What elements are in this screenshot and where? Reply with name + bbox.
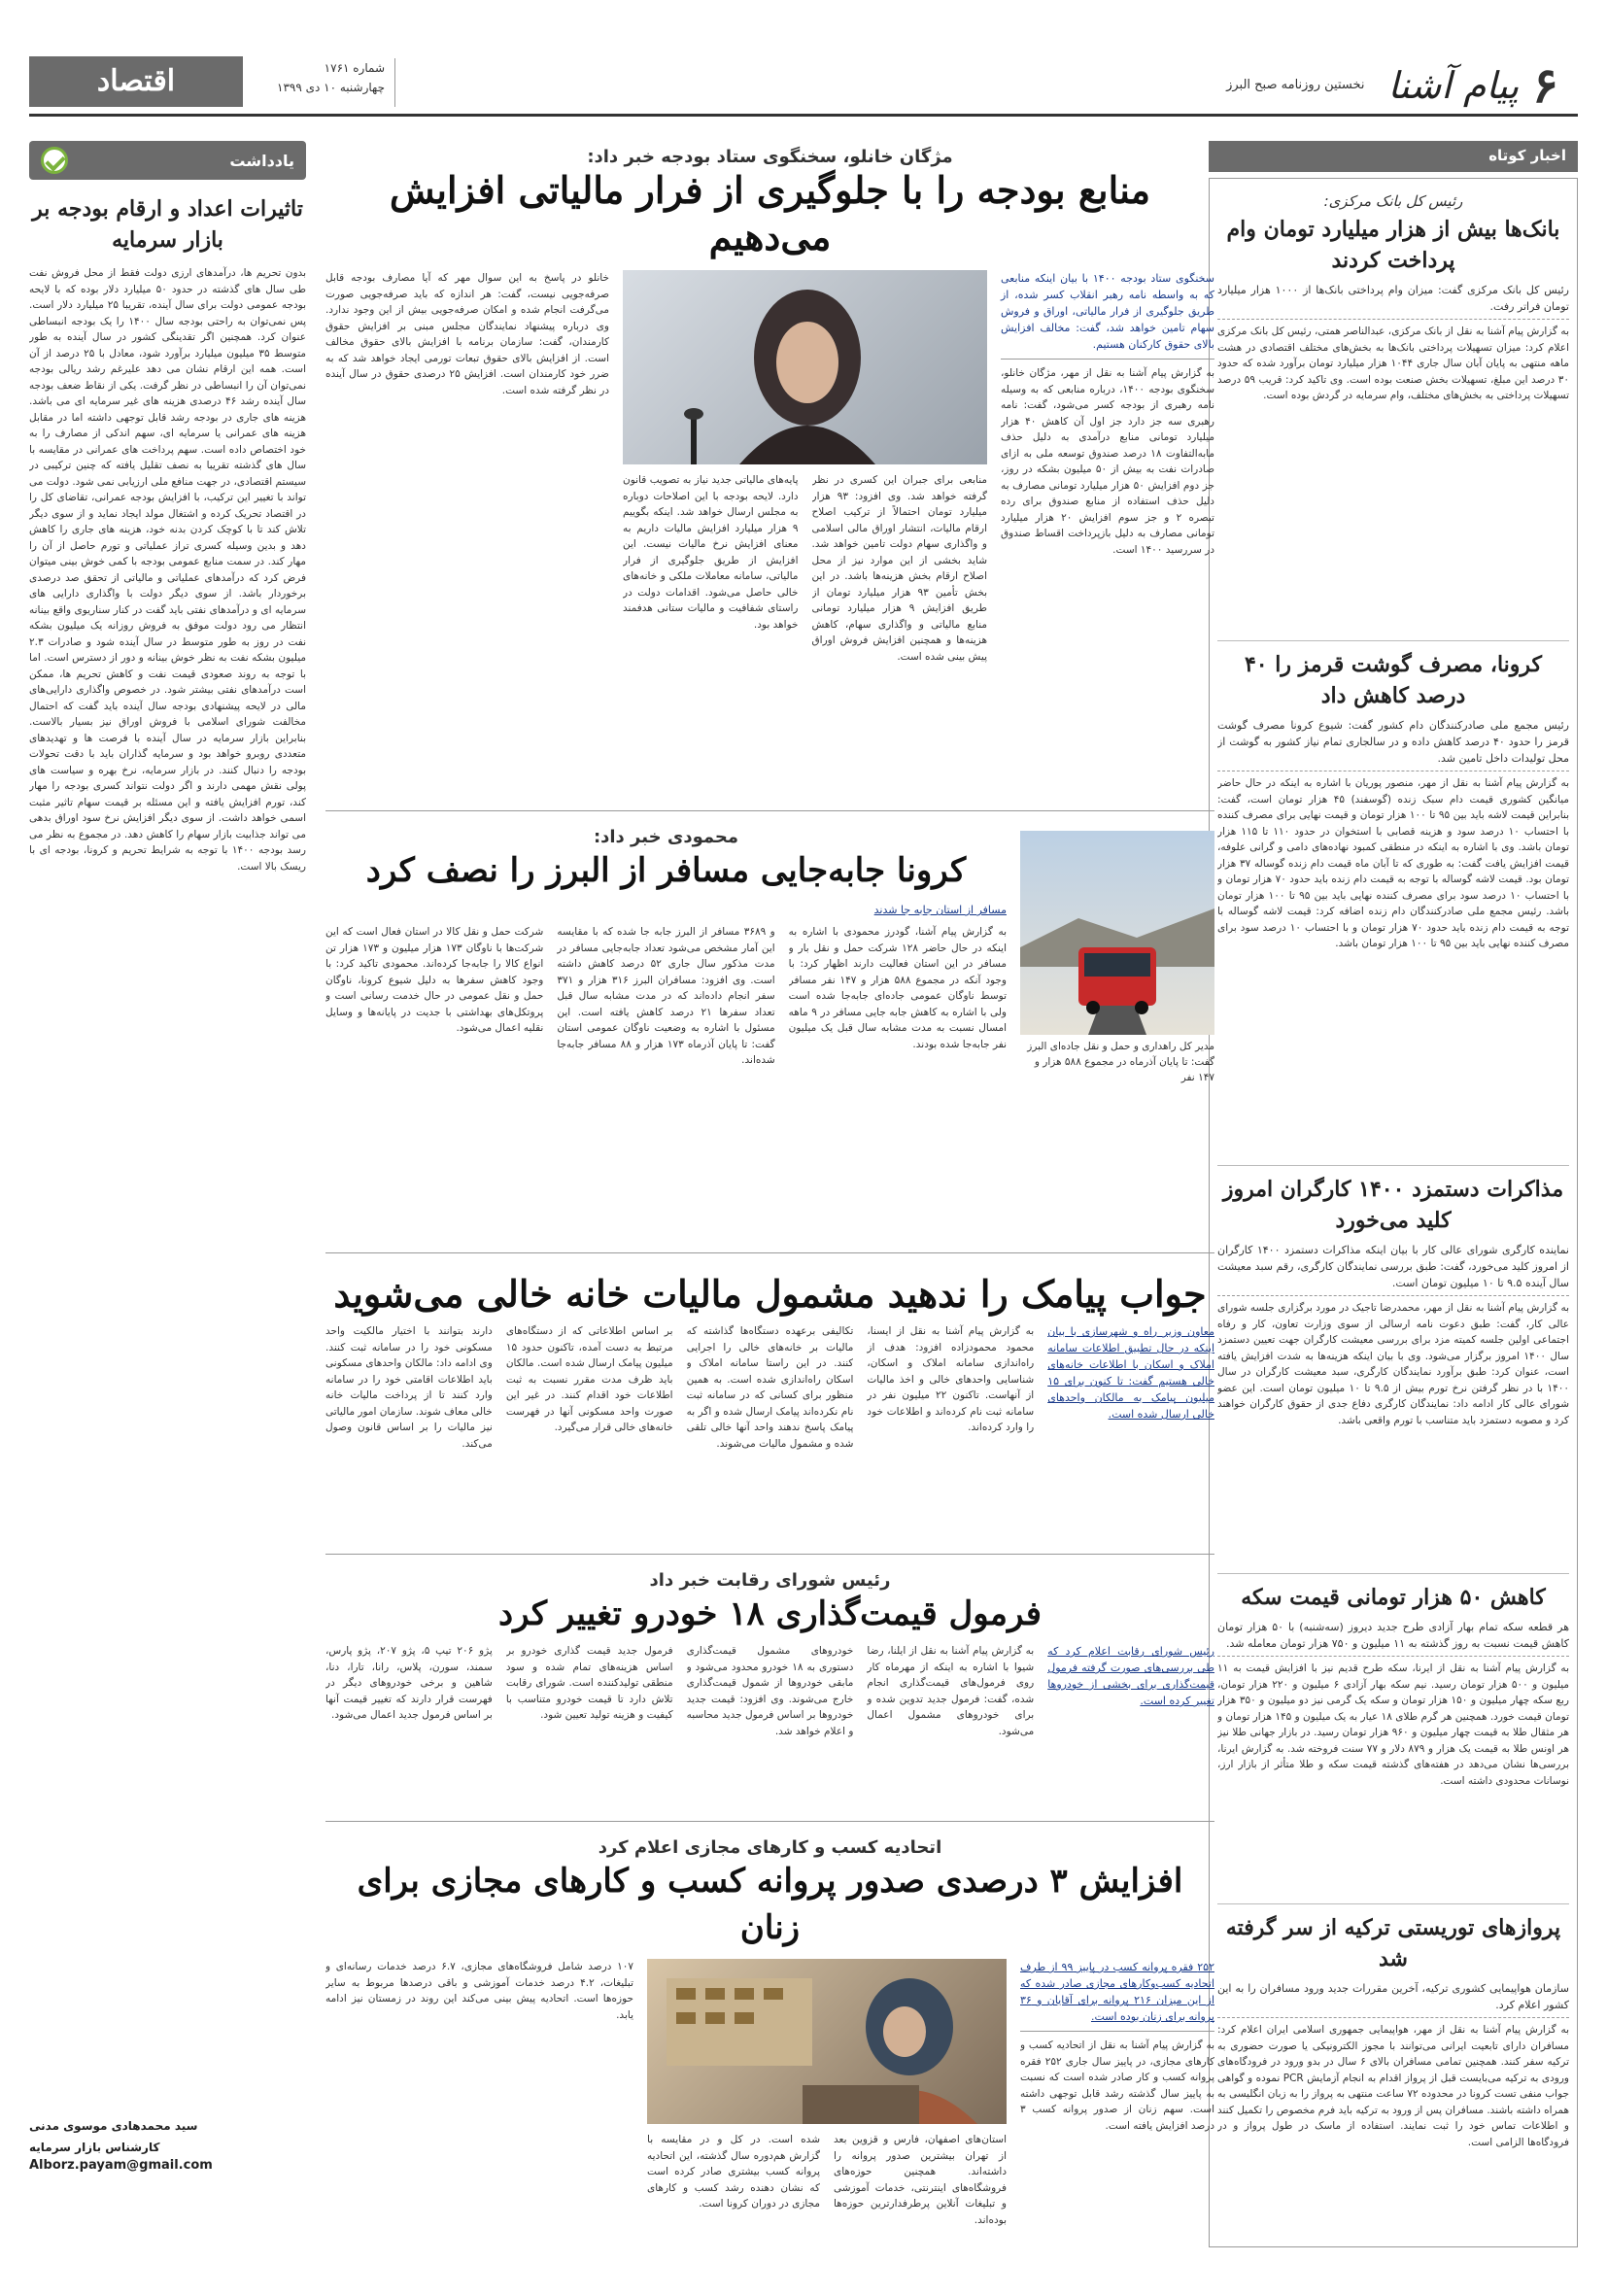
article-text: خانلو در پاسخ به این سوال مهر که آیا مصارف بودجه قابل صرفه‌جویی نیست، گفت: هر اندازه که باید صرفه‌جویی صورت می‌گرفت انجام شده و امکان صرفه‌جویی بیش از این وجود ندارد. وی درباره پیشنهاد نمایندگان مجلس مبنی بر افزایش حقوق کارمندان، گفت: سازمان برنامه با افزایش بالای حقوق مخالف است. از افزایش بالای حقوق تبعات تورمی ایجاد خواهد شد که به ضرر خود کارمندان است. افزایش ۲۵ درصدی حقوق در سال آینده در نظر گرفته شده است. xyxy=(325,272,609,396)
news-brief-box xyxy=(1209,178,1578,2247)
opinion-title: تاثیرات اعداد و ارقام بودجه بر بازار سرمایه xyxy=(32,196,303,253)
article-lead-column xyxy=(1020,1959,1214,2254)
article-text: به گزارش پیام آشنا به نقل از ایلنا، رضا شیوا با اشاره به اینکه از مهرماه کار روی فرمول‌های قیمت‌گذاری انجام شده، گفت: فرمول جدید تدوین شده و برای خودروهای مشمول اعمال می‌شود. xyxy=(867,1645,1035,1737)
article-corona-travel xyxy=(325,821,1214,1253)
brief-title: بانک‌ها بیش از هزار میلیارد تومان وام پرداخت کردند xyxy=(1226,217,1560,273)
brief-title: کاهش ۵۰ هزار تومانی قیمت سکه xyxy=(1241,1585,1546,1610)
issue-number: شماره ۱۷۶۱ xyxy=(324,61,385,75)
brief-title: پروازهای توریستی ترکیه از سر گرفته شد xyxy=(1225,1915,1561,1971)
newspaper-logo: پیام آشنا xyxy=(1387,63,1520,107)
article-car-pricing xyxy=(325,1564,1214,1822)
brief-lead: نماینده کارگری شورای عالی کار با بیان اینکه مذاکرات دستمزد ۱۴۰۰ کارگران از امروز کلید می‌خورد، گفت: طبق بررسی نمایندگان کارگری، رقم سبد معیشت سال آینده ۹.۵ تا ۱۰ میلیون تومان است. xyxy=(1217,1242,1569,1296)
article-lead: مسافر از استان جابه جا شدند xyxy=(873,904,1007,916)
brief-lead: هر قطعه سکه تمام بهار آزادی طرح جدید دیروز (سه‌شنبه) با ۵۰ هزار تومان کاهش قیمت نسبت به روز گذشته به ۱۱ میلیون و ۷۵۰ هزار تومان معامله شد. xyxy=(1217,1619,1569,1657)
article-kicker: اتحادیه کسب و کارهای مجازی اعلام کرد xyxy=(598,1837,942,1858)
article-text: منابعی برای جبران این کسری در نظر گرفته خواهد شد. وی افزود: ۹۳ هزار میلیارد تومان احتمالاً از ترکیب اصلاح ارقام مالیات، انتشار اوراق مالی اسلامی و واگذاری سهام دولت تامین خواهد شد. شاید بخشی از این موارد نیز از محل اصلاح ارقام بخش هزینه‌ها باشد. در این بخش تأمین ۹۳ هزار میلیارد تومان از طریق افزایش ۹ هزار میلیارد تومانی منابع مالیاتی و واگذاری سهام، کاهش هزینه‌ها و همچنین افزایش فروش اوراق پیش بینی شده است. xyxy=(811,474,987,663)
article-text: دارند بتوانند با اختیار مالکیت واحد مسکونی خود را در سامانه ثبت کنند. وی ادامه داد: مالکان واحدهای مسکونی باید اطلاعات اقامتی خود را در سامانه وارد کنند تا از پرداخت مالیات خانه خالی معاف شوند. سازمان امور مالیاتی نیز مالیات را بر اساس قانون وصول می‌کند. xyxy=(325,1325,493,1450)
article-text: شده است. در کل و در مقایسه با گزارش هم‌دوره سال گذشته، این اتحادیه پروانه کسب بیشتری صادر کرده است که نشان دهنده رشد کسب و کارهای مجازی در دوران کرونا است. xyxy=(647,2134,820,2210)
article-headline: جواب پیامک را ندهید مشمول مالیات خانه خالی می‌شوید xyxy=(333,1272,1207,1316)
article-headline: فرمول قیمت‌گذاری ۱۸ خودرو تغییر کرد xyxy=(497,1594,1043,1633)
opinion-bar-label: یادداشت xyxy=(229,151,294,170)
article-text: به گزارش پیام آشنا به نقل از مهر، مژگان خانلو، سخنگوی بودجه ۱۴۰۰، درباره منابعی که به وسیله نامه رهبری از بودجه کسر می‌شود، گفت: نامه رهبری سه جز دارد جز اول آن کاهش ۴۰ هزار میلیارد تومانی منابع درآمدی به دلیل حذف مابه‌التفاوت ۱۸ درصد صندوق توسعه ملی به ازای صادرات نفت به بیش از ۵۰ میلیون بشکه در روز، جز دوم افزایش ۵۰ هزار میلیارد تومانی مصارف به دلیل حذف استفاده از منابع صندوق برای رده تبصره ۲ و جز سوم افزایش ۲۰ هزار میلیارد تومانی مصارف به دلیل بازپرداخت اقساط صندوق در سررسید ۱۴۰۰ است. xyxy=(1001,367,1214,556)
brief-body: به گزارش پیام آشنا به نقل از مهر، منصور پوریان با اشاره به اینکه در حال حاضر میانگین کشوری قیمت دام سبک زنده (گوسفند) ۴۵ هزار تومان است، گفت: بنابراین قیمت لاشه باید بین ۹۵ تا ۱۰۰ هزار تومان و قیمت نهایی برای مصرف کننده با احتساب ۱۰ درصد سود و هزینه قصابی با استخوان در حدود ۱۱۰ تا ۱۱۵ هزار تومان باشد. وی با اشاره به اینکه در منطقی کمبود نهاده‌های دامی و گرانی علوفه، قیمت افزایش یافت گفت: به طوری که تا آبان ماه قیمت دام زنده گوساله ۳۷ هزار تومان بود. قیمت لاشه گوساله با توجه به قیمت دام زنده باید حدود ۷۰ هزار تومان و با احتساب ۱۰ درصد سود برای مصرف کننده نهایی باید بین ۹۵ تا ۱۰۰ هزار تومان باشد. رئیس مجمع ملی صادرکنندگان دام زنده اضافه کرد: قیمت لاشه گوساله با توجه به قیمت دام زنده باید حدود ۷۰ هزار تومان و با احتساب ۱۰ درصد سود برای مصرف کننده نهایی باید بین ۹۵ تا ۱۰۰ هزار تومان باشد. xyxy=(1217,777,1569,949)
brief-body: به گزارش پیام آشنا به نقل از مهر، محمدرضا تاجیک در مورد برگزاری جلسه شورای عالی کار، گفت: طبق دعوت نامه ارسالی از سوی وزارت تعاون، کار و رفاه اجتماعی اولین جلسه کمیته مزد برای بررسی معیشت کارگران جهت تعیین دستمزد سال ۱۴۰۰ امروز برگزار می‌شود. وی با بیان اینکه هزینه‌ها به شدت افزایش یافته است، عنوان کرد: طبق برآورد نمایندگان کارگری، سبد معیشت کارگران در سال ۱۴۰۰ با در نظر گرفتن نرخ تورم بیش از ۹.۵ تا ۱۰ میلیون تومان است. این عضو شورای عالی کار ادامه داد: نمایندگان کارگری دفاع جدی از حقوق کارگران خواهند کرد و مصوبه دستمزد باید متناسب با تورم واقعی باشد. xyxy=(1217,1302,1569,1426)
bus-photo-icon xyxy=(1020,831,1214,1035)
brief-lead: رئیس کل بانک مرکزی گفت: میزان وام پرداختی بانک‌ها از ۱۰۰۰ هزار میلیارد تومان فراتر رفت. xyxy=(1217,282,1569,320)
brief-title: کرونا، مصرف گوشت قرمز را ۴۰ درصد کاهش داد xyxy=(1244,652,1543,708)
article-lead: رئیس شورای رقابت اعلام کرد که طی بررسی‌های صورت گرفته فرمول قیمت‌گذاری برای بخشی از خودروها تغییر کرده است. xyxy=(1047,1645,1214,1707)
brief-lead: سازمان هواپیمایی کشوری ترکیه، آخرین مقررات جدید ورود مسافران را به این کشور اعلام کرد. xyxy=(1217,1980,1569,2018)
article-photo-block xyxy=(647,1959,1007,2254)
brief-body: به گزارش پیام آشنا به نقل از ایرنا، سکه طرح قدیم نیز با افزایش قیمت به ۱۱ میلیون و ۵۰۰ هزار تومان رسید. نیم سکه بهار آزادی ۶ میلیون و ۲۲۰ هزار تومان، ربع سکه چهار میلیون و ۱۵۰ هزار تومان و سکه یک گرمی نیز دو میلیون و ۳۵۰ هزار تومان قیمت خورد. همچنین هر گرم طلای ۱۸ عیار به یک میلیون و ۱۴۵ هزار تومان و هر مثقال طلا به قیمت چهار میلیون و ۹۶۰ هزار تومان رسید. در بازار جهانی طلا نیز هر اونس طلا به قیمت یک هزار و ۸۷۹ دلار و ۷۷ سنت فروخته شد. به گزارش ایرنا، بررسی‌ها نشان می‌دهد در هفته‌های گذشته قیمت سکه و طلا متأثر از بازار ارز، نوسانات محدودی داشته است. xyxy=(1217,1662,1569,1787)
article-text: به گزارش پیام آشنا به نقل از اتحادیه کسب و کارهای مجازی، در پاییز سال جاری ۲۵۲ فقره پروانه کسب و کار صادر شده است که نسبت به پاییز سال گذشته رشد قابل توجهی داشته است. سهم زنان از صدور پروانه کسب ۳ درصد افزایش یافته است. xyxy=(1020,2039,1214,2132)
portrait-photo-icon xyxy=(623,270,987,464)
page-number: ۶ xyxy=(1532,56,1558,114)
article-kicker: رئیس شورای رقابت خبر داد xyxy=(649,1570,891,1591)
brief-title: مذاکرات دستمزد ۱۴۰۰ کارگران امروز کلید می‌خورد xyxy=(1222,1177,1564,1233)
article-lead: سخنگوی ستاد بودجه ۱۴۰۰ با بیان اینکه منابعی که به واسطه نامه رهبر انقلاب کسر شده، از طریق جلوگیری از فرار مالیاتی، اوراق و فروش سهام تامین خواهد شد، گفت: مخالف افزایش بالای حقوق کارکنان هستیم. xyxy=(1001,270,1214,360)
article-headline: افزایش ۳ درصدی صدور پروانه کسب و کارهای مجازی برای زنان xyxy=(357,1862,1183,1947)
section-label: اقتصاد xyxy=(29,56,243,107)
article-lead: ۲۵۲ فقره پروانه کسب در پاییز ۹۹ از طرف اتحادیه کسب‌وکارهای مجازی صادر شده که از این میزان ۲۱۶ پروانه برای آقایان و ۳۶ پروانه برای زنان بوده است. xyxy=(1020,1959,1214,2032)
article-kicker: مژگان خانلو، سخنگوی ستاد بودجه خبر داد: xyxy=(587,147,953,167)
article-online-business xyxy=(325,1832,1214,2254)
issue-date: چهارشنبه ۱۰ دی ۱۳۹۹ xyxy=(277,81,385,94)
tagline: نخستین روزنامه صبح البرز xyxy=(1226,78,1365,92)
article-lead-column xyxy=(1001,270,1214,811)
brief-body: به گزارش پیام آشنا به نقل از مهر، هواپیمایی جمهوری اسلامی ایران اعلام کرد: مسافران دارای تابعیت ایرانی می‌توانند با مجوز الکترونیکی یا صورت حضوری به ترکیه سفر کنند. همچنین تمامی مسافران بالای ۶ سال در بدو ورود در فرودگاه‌های ورودی به ترکیه می‌بایست قبل از پرواز اقدام به انجام آزمایش PCR نموده و گواهی جواب منفی تست کرونا در محدوده ۷۲ ساعت منتهی به پرواز را به زبان انگلیسی به همراه داشته باشند. مسافران پس از ورود به ترکیه باید فرم مخصوص را تکمیل کنند و اطلاعات تماس خود را ثبت نمایند. استفاده از ماسک در طول پرواز و در فرودگاه‌ها الزامی است. xyxy=(1217,2024,1569,2148)
brief-body: به گزارش پیام آشنا به نقل از بانک مرکزی، عبدالناصر همتی، رئیس کل بانک مرکزی اعلام کرد: میزان تسهیلات پرداختی بانک‌ها به بخش‌های مختلف اقتصادی در هشت ماهه منتهی به پایان آبان سال جاری ۱۰۴۴ هزار میلیارد تومان برآورد شده که حدود ۳۰ درصد این مبلغ، تسهیلات بخش صنعت بوده است. وی تاکید کرد: قریب ۵۹ درصد تسهیلات پرداختی به بخش‌های مختلف، وام سرمایه در گردش بوده است. xyxy=(1217,326,1569,401)
main-articles xyxy=(325,141,1214,2254)
article-text: تکالیفی برعهده دستگاه‌ها گذاشته که مالیات بر خانه‌های خالی را اجرایی کنند. در این راستا سامانه املاک و اسکان راه‌اندازی شده است. به همین منظور برای کسانی که در سامانه ثبت نام نکرده‌اند پیامک ارسال شده و اگر به پیامک پاسخ ندهند واحد آنها خالی تلقی شده و مشمول مالیات می‌شوند. xyxy=(686,1325,854,1450)
masthead xyxy=(1226,56,1558,114)
article-headline: منابع بودجه را با جلوگیری از فرار مالیاتی افزایش می‌دهیم xyxy=(389,168,1151,258)
portrait-photo xyxy=(623,270,987,464)
article-text: ۱۰۷ درصد شامل فروشگاه‌های مجازی، ۶.۷ درصد خدمات رسانه‌ای و تبلیغات، ۴.۲ درصد خدمات آموزشی و باقی درصدها مربوط به سایر حوزه‌ها است. اتحادیه پیش بینی می‌کند این روند در زمستان نیز ادامه یابد. xyxy=(325,1961,633,2021)
workshop-photo-icon xyxy=(647,1959,1007,2124)
brief-kicker: رئیس کل بانک مرکزی: xyxy=(1323,192,1463,210)
bus-photo-block xyxy=(1020,821,1214,1249)
article-headline: کرونا جابه‌جایی مسافر از البرز را نصف کرد xyxy=(365,851,967,890)
article-photo-block xyxy=(623,270,987,811)
article-text: و ۳۶۸۹ مسافر از البرز جابه جا شده که با مقایسه این آمار مشخص می‌شود تعداد جابه‌جایی مسافر در مدت مذکور سال جاری ۵۲ درصد کاهش داشته است. وی افزود: مسافران البرز ۳۱۶ هزار و ۳۷۱ سفر انجام داده‌اند که در مدت مشابه سال قبل تعداد سفرها ۲۱ درصد کاهش یافته است. این مسئول با اشاره به وضعیت ناوگان عمومی استان گفت: تا پایان آذرماه ۱۷۳ هزار و ۸۸ مسافر جابه‌جا شده‌اند. xyxy=(557,926,775,1066)
article-text: خودروهای مشمول قیمت‌گذاری دستوری به ۱۸ خودرو محدود می‌شود و مابقی خودروها از شمول قیمت‌گذاری خارج می‌شوند. وی افزود: قیمت جدید خودروها بر اساس فرمول جدید محاسبه و اعلام خواهد شد. xyxy=(686,1645,854,1737)
article-lead: معاون وزیر راه و شهرسازی با بیان اینکه در حال تطبیق اطلاعات سامانه املاک و اسکان با اطلاعات خانه‌های خالی هستیم گفت: تا کنون برای ۱۵ میلیون پیامک به مالکان واحدهای خالی ارسال شده است. xyxy=(1047,1325,1214,1421)
page-header xyxy=(29,49,1578,117)
workshop-photo xyxy=(647,1959,1007,2124)
opinion-bar xyxy=(29,141,306,180)
news-brief-bar: اخبار کوتاه xyxy=(1209,141,1578,172)
brief-item xyxy=(1217,185,1569,641)
article-text: پایه‌های مالیاتی جدید نیاز به تصویب قانون دارد. لایحه بودجه با این اصلاحات دوباره به مجلس ارسال خواهد شد. اینکه بگوییم ۹ هزار میلیارد افزایش مالیات داریم به معنای افزایش نرخ مالیات نیست. این افزایش از طریق جلوگیری از فرار مالیاتی، سامانه معاملات ملکی و خانه‌های خالی حاصل می‌شود. اقدامات دولت در راستای شفافیت و مالیات ستانی هدفمند خواهد بود. xyxy=(623,474,799,631)
article-text: به گزارش پیام آشنا به نقل از ایسنا، محمود محمودزاده افزود: هدف از راه‌اندازی سامانه املاک و اسکان، شناسایی واحدهای خالی و اخذ مالیات از آنهاست. تاکنون ۲۲ میلیون نفر در سامانه ثبت نام کرده‌اند و اطلاعات خود را وارد کرده‌اند. xyxy=(867,1325,1035,1433)
opinion-column xyxy=(29,141,306,2254)
news-brief-column xyxy=(1209,141,1578,2254)
brief-item xyxy=(1217,1574,1569,1904)
article-budget xyxy=(325,141,1214,811)
brief-lead: رئیس مجمع ملی صادرکنندگان دام کشور گفت: شیوع کرونا مصرف گوشت قرمز را حدود ۴۰ درصد کاهش داده و در سالجاری تمام نیاز کشور به گوشت از محل تولیدات داخل تامین شد. xyxy=(1217,717,1569,771)
article-text: پژو ۲۰۶ تیپ ۵، پژو ۲۰۷، پژو پارس، سمند، سورن، پلاس، رانا، تارا، دنا، شاهین و برخی خودروهای دیگر در فهرست قرار دارند که تغییر قیمت آنها بر اساس فرمول جدید اعمال می‌شود. xyxy=(325,1645,493,1721)
author-name: سید محمدهادی موسوی مدنی xyxy=(29,2119,198,2133)
bus-photo xyxy=(1020,831,1214,1035)
article-kicker: محمودی خبر داد: xyxy=(593,827,739,847)
photo-caption: مدیر کل راهداری و حمل و نقل جاده‌ای البرز گفت: تا پایان آذرماه در مجموع ۵۸۸ هزار و ۱۴۷ نفر xyxy=(1027,1041,1214,1083)
article-text: شرکت حمل و نقل کالا در استان فعال است که این شرکت‌ها با ناوگان ۱۷۳ هزار میلیون و ۱۷۳ هزار تن انواع کالا را جابه‌جا کرده‌اند. محمودی تاکید کرد: با وجود کاهش سفرها به دلیل شیوع کرونا، ناوگان حمل و نقل عمومی در حال خدمت رسانی است و پروتکل‌های بهداشتی با جدیت در پایانه‌ها و وسایل نقلیه اعمال می‌شود. xyxy=(325,926,544,1034)
article-text: به گزارش پیام آشنا، گودرز محمودی با اشاره به اینکه در حال حاضر ۱۲۸ شرکت حمل و نقل بار و مسافر در این استان فعالیت دارند اظهار کرد: با وجود آنکه در مجموع ۵۸۸ هزار و ۱۴۷ نفر مسافر توسط ناوگان عمومی جاده‌ای جابه‌جا شده است ولی با اشاره به کاهش جابه جایی مسافر در ۹ ماهه امسال نسبت به مدت مشابه سال قبل یک میلیون نفر جابه‌جا شده بودند. xyxy=(788,926,1007,1050)
brief-item xyxy=(1217,1166,1569,1574)
checkmark-icon xyxy=(41,147,68,174)
article-text: بر اساس اطلاعاتی که از دستگاه‌های مرتبط به دست آمده، تاکنون حدود ۱۵ میلیون پیامک ارسال شده است. مالکان باید ظرف مدت مقرر نسبت به ثبت اطلاعات خود اقدام کنند. در غیر این صورت واحد مسکونی آنها در فهرست خانه‌های خالی قرار می‌گیرد. xyxy=(505,1325,673,1433)
contact-email: Alborz.payam@gmail.com xyxy=(29,2158,213,2173)
article-body-block xyxy=(325,821,1007,1249)
brief-item xyxy=(1217,641,1569,1166)
article-text: فرمول جدید قیمت گذاری خودرو بر اساس هزینه‌های تمام شده و سود منطقی تولیدکننده است. شورای رقابت تلاش دارد تا قیمت خودرو متناسب با کیفیت و هزینه تولید تعیین شود. xyxy=(505,1645,673,1721)
brief-item xyxy=(1217,1904,1569,2235)
article-text: استان‌های اصفهان، فارس و قزوین بعد از تهران بیشترین صدور پروانه را داشته‌اند. همچنین حوزه‌های فروشگاه‌های اینترنتی، خدمات آموزشی و تبلیغات آنلاین پرطرفدارترین حوزه‌ها بوده‌اند. xyxy=(834,2134,1007,2226)
article-empty-housing xyxy=(325,1263,1214,1555)
issue-info xyxy=(277,58,395,107)
opinion-body: بدون تحریم ها، درآمدهای ارزی دولت فقط از محل فروش نفت طی سال های گذشته در حدود ۵۰ میلیارد دلار بوده که با لایحه بودجه عمومی دولت برای سال آینده، تقریبا ۲۵ میلیارد دلار است. پس نمی‌توان به راحتی بودجه سال ۱۴۰۰ را یک بودجه انبساطی عنوان کرد. همچنین اگر تقدینگی کشور در سال آینده به طور متوسط ۳۵ میلیون میلیارد برآورد شود، معادل با ۲۵ درصد از آن است. همه این ارقام نشان می دهد علیرغم رشد ریالی بودجه نمی‌توان آن را انبساطی در نظر گرفت. یکی از نقاط ضعف بودجه سال آینده رشد ۴۶ درصدی هزینه های غیر سرمایه ای می باشد. هزینه های جاری در بودجه رشد قابل توجهی داشته اما در مقابل هزینه های عمرانی یا سرمایه ای، سهم اندکی از مصارف را به خود اختصاص داده است. سهم پرداخت های عمرانی در مقایسه با سال های گذشته تقریبا به نصف تقلیل یافته که چنین ترکیبی در سیستم اقتصادی، در جهت منافع ملی ارزیابی نمی شود. دولت می تواند با تغییر این ترکیب، با افزایش بودجه عمرانی، تقاضای کل را در اقتصاد تحریک کرده و اشتغال مولد ایجاد نماید و از سوی دیگر تلاش کند تا با کوچک کردن بدنه خود، هزینه های جاری را کاهش دهد و بدین وسیله کسری تراز عملیاتی و تورم حاصل از آن را مهار کند. در سمت منابع عمومی بودجه با کمی خوش بینی میتوان فرض کرد که درآمدهای عملیاتی و مالیاتی از تحقق صد درصدی برخوردار باشد. از سوی دیگر دولت با واگذاری دارایی های سرمایه ای و درآمدهای نفتی باید گفت در کنار سناریوی واقع بینانه انتظار می رود دولت موفق به فروش روزانه یک میلیون بشکه نفت در روز به طور متوسط در سال آینده شود و صادرات ۲.۳ میلیون بشکه نفت به نظر خوش بینانه و دور از دسترس است. اما با توجه به روند صعودی قیمت نفت و کاهش تحریم ها، ممکن است درآمدهای نفتی بیشتر شود. در خصوص واگذاری دارایی‌های مالی در لایحه پیشنهادی بودجه سال آینده باید گفت که احتمال مخالفت شورای اسلامی با فروش اوراق نیز بسیار بالاست. بنابراین بازار سرمایه در سال آینده با فرصت ها و تهدیدهای متعددی روبرو خواهد بود و سرمایه گذاران باید با دقت تحولات بودجه را دنبال کنند. در بازار سرمایه، نرخ بهره و سیاست های پولی نقش مهمی دارند و اگر دولت نتواند کسری بودجه را مهار کند، تورم افزایش یافته و این مسئله بر قیمت سهام تاثیر مثبت اسمی خواهد داشت. از سوی دیگر افزایش نرخ سود اوراق بدهی می تواند جذابیت بازار سهام را کاهش دهد. در مجموع به نظر می رسد بودجه ۱۴۰۰ با توجه به شرایط تحریم و کرونا، بودجه ای با ریسک بالا است. xyxy=(29,267,306,873)
author-role: کارشناس بازار سرمایه xyxy=(29,2141,160,2154)
